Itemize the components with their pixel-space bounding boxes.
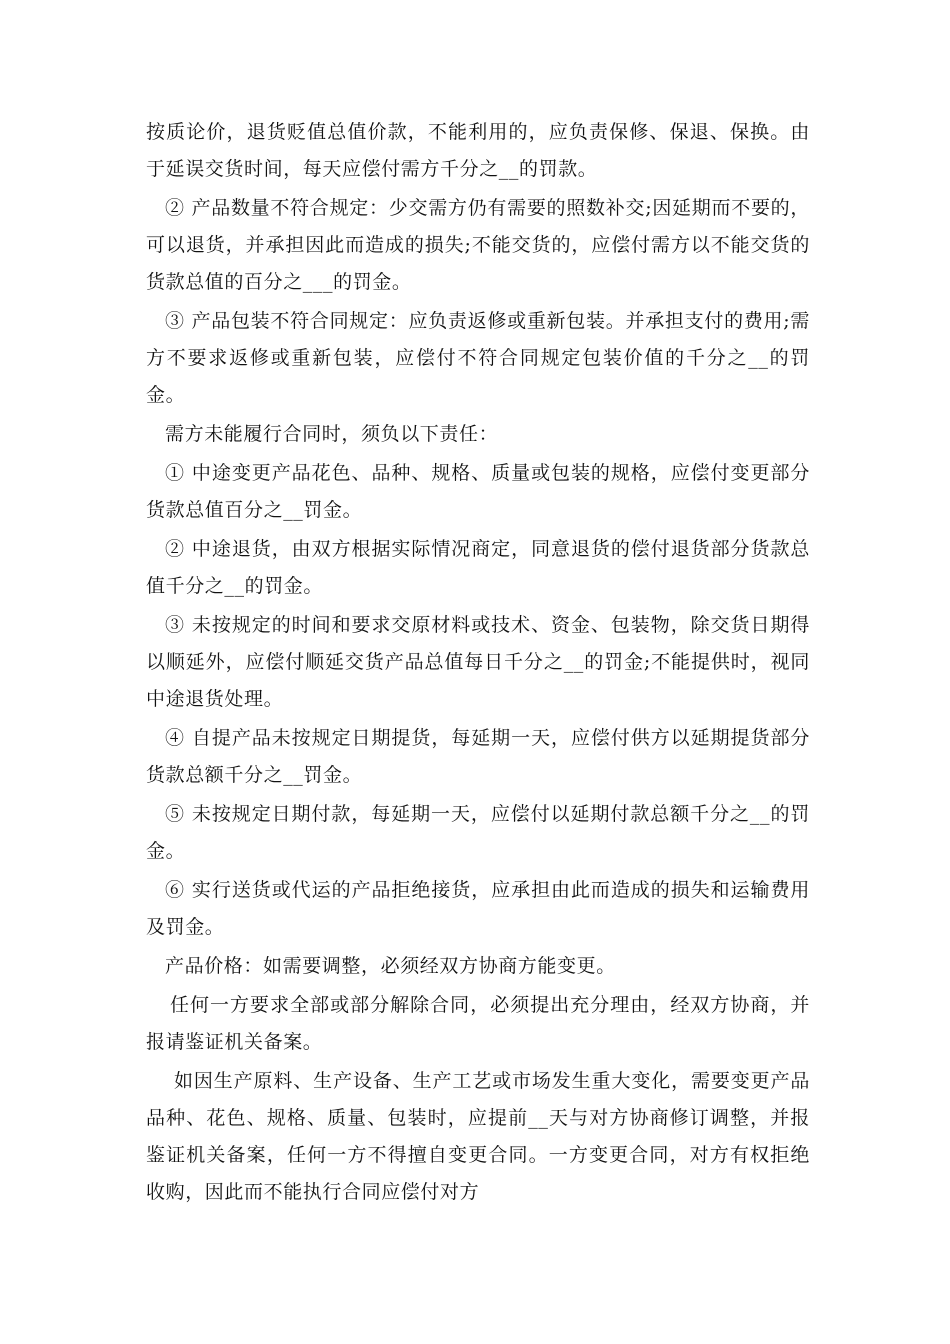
paragraph-buyer-pickup: ④ 自提产品未按规定日期提货，每延期一天，应偿付供方以延期提货部分货款总额千分之__罚金。: [146, 727, 810, 786]
paragraph-buyer-payment: ⑤ 未按规定日期付款，每延期一天，应偿付以延期付款总额千分之__的罚金。: [146, 803, 810, 862]
paragraph-quality-penalty: 按质论价，退货贬值总值价款，不能利用的，应负责保修、保退、保换。由于延误交货时间，每天应偿付需方千分之__的罚款。: [146, 121, 810, 180]
paragraph-buyer-liability-heading: 需方未能履行合同时，须负以下责任：: [165, 423, 499, 445]
paragraph-price: 产品价格：如需要调整，必须经双方协商方能变更。: [165, 955, 616, 977]
paragraph-major-change: 如因生产原料、生产设备、生产工艺或市场发生重大变化，需要变更产品品种、花色、规格、质量、包装时，应提前__天与对方协商修订调整，并报鉴证机关备案，任何一方不得擅自变更合同。一方变更合同，对方有权拒绝收购，因此而不能执行合同应偿付对方: [146, 1070, 810, 1203]
document-body: [146, 114, 810, 1211]
paragraph-buyer-return-goods: ② 中途退货，由双方根据实际情况商定，同意退货的偿付退货部分货款总值千分之__的罚金。: [146, 538, 810, 597]
paragraph-packaging-penalty: ③ 产品包装不符合同规定：应负责返修或重新包装。并承担支付的费用;需方不要求返修或重新包装，应偿付不符合同规定包装价值的千分之__的罚金。: [146, 310, 810, 406]
paragraph-termination: 任何一方要求全部或部分解除合同，必须提出充分理由，经双方协商，并报请鉴证机关备案。: [146, 994, 810, 1053]
paragraph-buyer-materials: ③ 未按规定的时间和要求交原材料或技术、资金、包装物，除交货日期得以顺延外，应偿付顺延交货产品总值每日千分之__的罚金;不能提供时，视同中途退货处理。: [146, 614, 810, 710]
paragraph-buyer-refuse-delivery: ⑥ 实行送货或代运的产品拒绝接货，应承担由此而造成的损失和运输费用及罚金。: [146, 879, 810, 938]
paragraph-buyer-change-spec: ① 中途变更产品花色、品种、规格、质量或包装的规格，应偿付变更部分货款总值百分之__罚金。: [146, 462, 810, 521]
paragraph-quantity-penalty: ② 产品数量不符合规定：少交需方仍有需要的照数补交;因延期而不要的，可以退货，并承担因此而造成的损失;不能交货的，应偿付需方以不能交货的货款总值的百分之___的罚金。: [146, 197, 810, 293]
